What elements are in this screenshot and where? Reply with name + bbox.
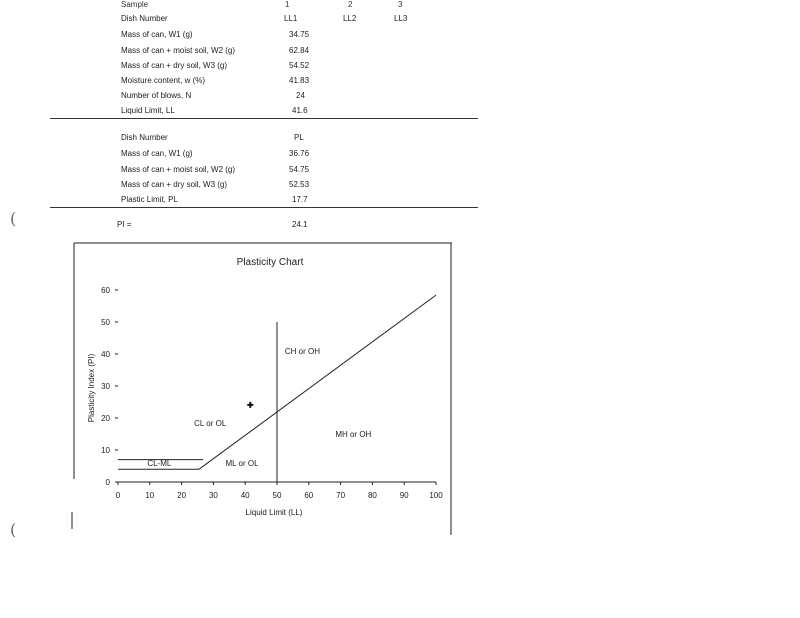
- ll-row-label: Liquid Limit, LL: [121, 106, 175, 115]
- x-tick-label: 10: [145, 491, 155, 500]
- ll-row-label: Number of blows, N: [121, 91, 192, 100]
- x-tick-label: 100: [429, 491, 443, 500]
- chart-points: [247, 402, 253, 408]
- pl-dish-value: PL: [294, 133, 304, 142]
- x-tick-label: 20: [177, 491, 187, 500]
- region-label: CH or OH: [284, 347, 321, 356]
- x-tick-label: 0: [115, 491, 121, 500]
- region-label: CL-ML: [147, 459, 172, 468]
- x-tick-label: 50: [272, 491, 282, 500]
- ll-row-value: 62.84: [289, 46, 310, 55]
- ll-row-value: 54.52: [289, 61, 310, 70]
- ll-row-label: Mass of can + dry soil, W3 (g): [121, 61, 228, 70]
- pi-value: 24.1: [292, 220, 308, 229]
- pi-label: PI =: [117, 220, 132, 229]
- chart-title: Plasticity Chart: [236, 257, 304, 268]
- y-axis-label: Plasticity Index (PI): [87, 353, 96, 423]
- x-tick-label: 40: [240, 491, 250, 500]
- y-tick-label: 60: [101, 286, 110, 295]
- plasticity-chart-svg: [70, 239, 452, 535]
- ll-row-value: 24: [296, 91, 305, 100]
- ll-section-rule: [50, 118, 478, 119]
- x-tick-label: 30: [208, 491, 218, 500]
- pl-dish-label: Dish Number: [121, 133, 168, 142]
- ll-row-value: 41.6: [292, 106, 308, 115]
- x-tick-label: 80: [367, 491, 377, 500]
- region-label: ML or OL: [225, 459, 259, 468]
- margin-bracket-mark: (: [10, 520, 17, 539]
- margin-bracket-mark: (: [10, 209, 17, 228]
- data-point-marker: [247, 402, 253, 408]
- pl-row-label: Mass of can + moist soil, W2 (g): [121, 165, 236, 174]
- pl-row-value: 36.76: [289, 149, 310, 158]
- ll-row-label: Mass of can, W1 (g): [121, 30, 193, 39]
- chart-lines: [118, 295, 436, 482]
- pl-row-value: 52.53: [289, 180, 310, 189]
- x-tick-label: 60: [304, 491, 314, 500]
- pl-row-value: 17.7: [292, 195, 308, 204]
- pl-row-label: Plastic Limit, PL: [121, 195, 178, 204]
- pl-row-label: Mass of can + dry soil, W3 (g): [121, 180, 228, 189]
- x-tick-label: 90: [399, 491, 409, 500]
- chart-regions: [147, 347, 371, 468]
- ll-row-label: Moisture content, w (%): [121, 76, 206, 85]
- pl-row-label: Mass of can, W1 (g): [121, 149, 193, 158]
- dish-ll-1: LL1: [284, 14, 298, 23]
- y-tick-label: 20: [101, 414, 110, 423]
- y-tick-label: 50: [101, 318, 110, 327]
- ll-row-value: 34.75: [289, 30, 310, 39]
- sample-number-3: 3: [398, 0, 403, 9]
- x-axis-label: Liquid Limit (LL): [245, 508, 303, 517]
- pl-row-value: 54.75: [289, 165, 310, 174]
- y-tick-label: 10: [101, 446, 110, 455]
- y-tick-label: 0: [105, 478, 110, 487]
- y-tick-label: 30: [101, 382, 110, 391]
- region-label: CL or OL: [194, 419, 227, 428]
- chart-frame-lines: [72, 243, 452, 535]
- ll-row-label: Mass of can + moist soil, W2 (g): [121, 46, 236, 55]
- a-line: [199, 295, 436, 469]
- sample-number-1: 1: [285, 0, 290, 9]
- dish-ll-2: LL2: [343, 14, 357, 23]
- x-tick-label: 70: [336, 491, 346, 500]
- sample-label: Sample: [121, 0, 149, 9]
- pl-section-rule: [50, 207, 478, 208]
- plasticity-chart: [70, 239, 452, 535]
- y-axis-ticks: [101, 286, 118, 487]
- region-label: MH or OH: [335, 430, 372, 440]
- dish-number-label: Dish Number: [121, 14, 168, 23]
- ll-row-value: 41.83: [289, 76, 310, 85]
- x-axis-ticks: [116, 482, 443, 500]
- y-tick-label: 40: [101, 350, 110, 359]
- dish-ll-3: LL3: [394, 14, 408, 23]
- sample-number-2: 2: [348, 0, 353, 9]
